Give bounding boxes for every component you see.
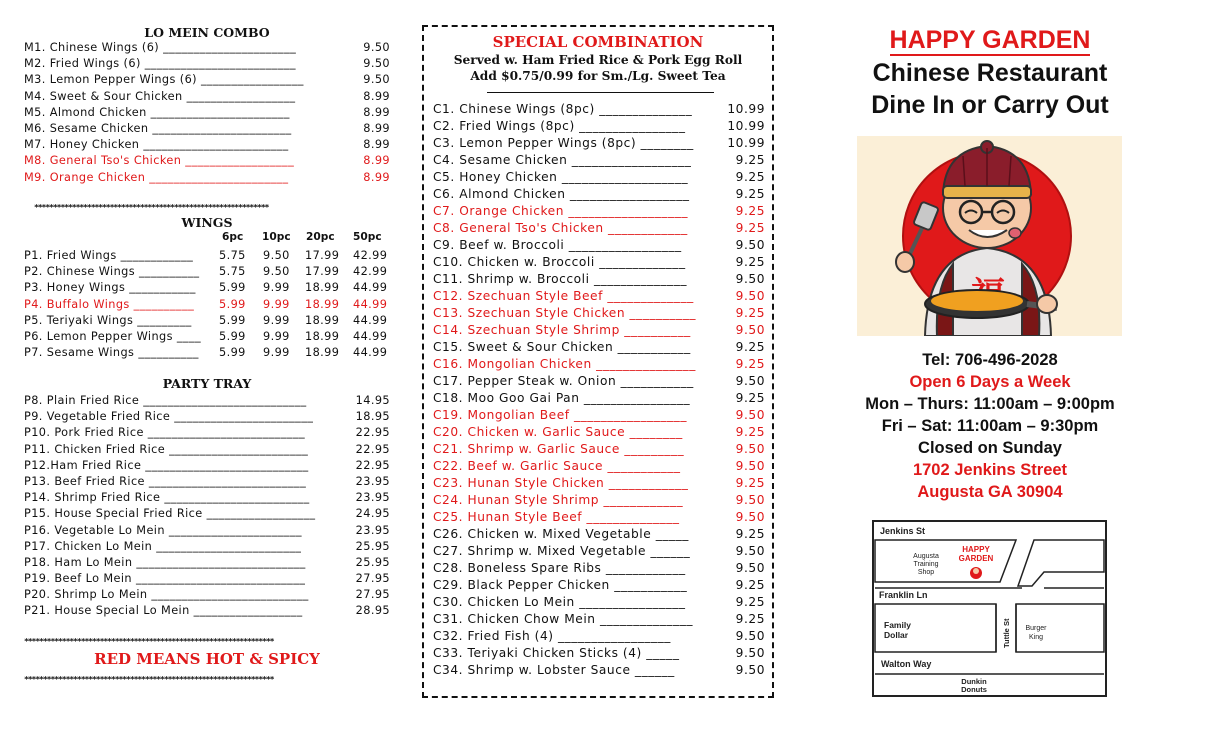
wings-item	[22, 280, 392, 296]
item-name: C25. Hunan Style Beef ______________	[433, 510, 680, 524]
item-price-6pc: 5.99	[219, 313, 246, 327]
wings-item	[22, 264, 392, 280]
divider-stars: **************************************************************	[34, 202, 269, 212]
map-family-line2: Dollar	[884, 630, 909, 640]
map-walton-way: Walton Way	[881, 659, 932, 669]
item-price-10pc: 9.99	[263, 346, 290, 360]
special-item	[424, 305, 772, 322]
lo-mein-item	[22, 40, 392, 56]
wings-header-row	[22, 231, 392, 247]
item-price-20pc: 17.99	[305, 265, 340, 279]
lo-mein-combo-title: LO MEIN COMBO	[144, 25, 270, 40]
item-name: P11. Chicken Fried Rice _______________________	[24, 442, 309, 456]
item-price: 9.50	[735, 629, 765, 643]
item-price: 9.50	[735, 374, 765, 388]
street-address: 1702 Jenkins Street	[912, 461, 1068, 479]
map-burger-line2: King	[1028, 634, 1044, 641]
item-price-50pc: 42.99	[353, 249, 388, 262]
item-price: 9.50	[735, 561, 765, 575]
wings-item	[22, 345, 392, 361]
special-item	[424, 254, 772, 271]
item-price-10pc: 9.99	[263, 297, 290, 311]
special-item	[424, 169, 772, 186]
item-name: M6. Sesame Chicken _______________________	[24, 121, 292, 135]
party-tray-item	[22, 442, 392, 458]
item-price-6pc: 5.99	[219, 329, 246, 343]
wings-item	[22, 313, 392, 329]
special-item	[424, 220, 772, 237]
item-price-6pc: 5.99	[219, 346, 246, 360]
item-price: 27.95	[355, 588, 390, 602]
special-item	[424, 441, 772, 458]
item-price: 8.99	[363, 170, 390, 184]
special-item	[424, 611, 772, 628]
wings-list	[22, 248, 392, 361]
closed-sunday: Closed on Sunday	[918, 439, 1062, 457]
item-price: 9.25	[735, 476, 765, 490]
special-item	[424, 560, 772, 577]
item-name: C3. Lemon Pepper Wings (8pc) ________	[433, 136, 694, 150]
item-name: P5. Teriyaki Wings _________	[24, 313, 192, 327]
item-name: C34. Shrimp w. Lobster Sauce ______	[433, 663, 675, 677]
special-item	[424, 118, 772, 135]
lo-mein-item	[22, 153, 392, 169]
item-name: C27. Shrimp w. Mixed Vegetable ______	[433, 544, 691, 558]
special-list	[424, 101, 772, 679]
special-item	[424, 373, 772, 390]
item-name: M2. Fried Wings (6) _________________________	[24, 57, 296, 71]
item-price: 9.25	[735, 204, 765, 218]
item-name: C29. Black Pepper Chicken ___________	[433, 578, 688, 592]
item-price: 9.50	[735, 544, 765, 558]
restaurant-name	[840, 26, 1140, 55]
item-price: 9.50	[363, 73, 390, 87]
item-name: C26. Chicken w. Mixed Vegetable _____	[433, 527, 689, 541]
wings-item	[22, 297, 392, 313]
item-price-50pc: 44.99	[353, 313, 388, 327]
item-price: 9.50	[735, 408, 765, 422]
wings-item	[22, 329, 392, 345]
item-price-6pc: 5.99	[219, 281, 246, 295]
item-name: C1. Chinese Wings (8pc) ______________	[433, 102, 693, 116]
party-tray-item	[22, 490, 392, 506]
special-item	[424, 594, 772, 611]
item-price: 22.95	[355, 458, 390, 472]
hours-mon-thurs: Mon – Thurs: 11:00am – 9:00pm	[865, 395, 1115, 413]
location-map	[872, 520, 1108, 698]
map-training-line3: Shop	[917, 569, 935, 576]
item-price: 9.25	[735, 153, 765, 167]
special-item	[424, 458, 772, 475]
item-name: P17. Chicken Lo Mein ________________________	[24, 539, 302, 553]
party-tray-item	[22, 474, 392, 490]
item-price-10pc: 9.50	[263, 249, 290, 262]
item-name: M3. Lemon Pepper Wings (6) _________________	[24, 73, 304, 87]
special-item	[424, 492, 772, 509]
map-dunkin-line1: Dunkin	[961, 677, 987, 686]
lo-mein-item	[22, 72, 392, 88]
item-name: C6. Almond Chicken __________________	[433, 187, 690, 201]
item-name: C22. Beef w. Garlic Sauce ___________	[433, 459, 681, 473]
item-price: 9.50	[735, 493, 765, 507]
map-family-line1: Family	[884, 620, 911, 630]
item-price: 24.95	[355, 507, 390, 521]
wings-title: WINGS	[181, 215, 233, 230]
chef-mascot-illustration	[857, 136, 1122, 336]
item-name: P10. Pork Fried Rice __________________________	[24, 426, 306, 440]
item-price: 25.95	[355, 555, 390, 569]
item-price: 9.50	[735, 663, 765, 677]
item-name: P14. Shrimp Fried Rice ________________________	[24, 491, 310, 505]
item-price: 9.50	[735, 272, 765, 286]
item-price: 9.50	[735, 323, 765, 337]
party-tray-item	[22, 603, 392, 619]
item-name: C24. Hunan Style Shrimp ____________	[433, 493, 684, 507]
map-training-line1: Augusta	[913, 553, 939, 560]
city-address: Augusta GA 30904	[917, 483, 1063, 501]
item-price: 9.50	[735, 289, 765, 303]
item-price-20pc: 18.99	[305, 313, 340, 327]
item-price: 9.25	[735, 527, 765, 541]
special-title: SPECIAL COMBINATION	[492, 33, 704, 51]
special-item	[424, 237, 772, 254]
restaurant-subtitle-2: Dine In or Carry Out	[871, 91, 1109, 119]
item-price: 10.99	[727, 102, 765, 116]
special-item	[424, 186, 772, 203]
item-price: 23.95	[355, 474, 390, 488]
item-price: 9.50	[363, 57, 390, 71]
item-price: 10.99	[727, 119, 765, 133]
item-price: 9.25	[735, 170, 765, 184]
item-name: C20. Chicken w. Garlic Sauce ________	[433, 425, 683, 439]
wings-header-10pc: 10pc	[262, 231, 291, 243]
special-combination-box	[422, 25, 774, 698]
special-subtitle-1: Served w. Ham Fried Rice & Pork Egg Roll	[453, 53, 743, 67]
special-item	[424, 339, 772, 356]
item-price: 9.50	[363, 41, 390, 54]
lo-mein-item	[22, 170, 392, 186]
item-name: C18. Moo Goo Gai Pan ________________	[433, 391, 691, 405]
item-name: C13. Szechuan Style Chicken __________	[433, 306, 696, 320]
lo-mein-combo-list	[22, 40, 392, 186]
item-price: 8.99	[363, 154, 390, 168]
item-price: 9.25	[735, 340, 765, 354]
restaurant-name-text: HAPPY GARDEN	[889, 26, 1091, 54]
item-price: 22.95	[355, 426, 390, 440]
special-item	[424, 475, 772, 492]
party-tray-item	[22, 523, 392, 539]
party-tray-item	[22, 555, 392, 571]
item-price-20pc: 18.99	[305, 346, 340, 360]
item-price-20pc: 18.99	[305, 281, 340, 295]
item-name: P21. House Special Lo Mein __________________	[24, 604, 303, 618]
special-item	[424, 628, 772, 645]
item-name: M7. Honey Chicken ________________________	[24, 138, 289, 152]
lo-mein-item	[22, 105, 392, 121]
item-price: 9.25	[735, 595, 765, 609]
item-name: C33. Teriyaki Chicken Sticks (4) _____	[433, 646, 680, 660]
hours-fri-sat: Fri – Sat: 11:00am – 9:30pm	[881, 417, 1099, 435]
item-price-6pc: 5.75	[219, 249, 246, 262]
item-name: P13. Beef Fried Rice __________________________	[24, 474, 307, 488]
item-price: 9.25	[735, 578, 765, 592]
item-price: 9.50	[735, 510, 765, 524]
item-name: C12. Szechuan Style Beef _____________	[433, 289, 694, 303]
item-name: C9. Beef w. Broccoli _________________	[433, 238, 682, 252]
special-item	[424, 101, 772, 118]
item-name: C14. Szechuan Style Shrimp __________	[433, 323, 691, 337]
item-price-6pc: 5.99	[219, 297, 246, 311]
map-franklin-ln: Franklin Ln	[879, 590, 928, 600]
item-name: P6. Lemon Pepper Wings ____	[24, 329, 202, 343]
item-name: C2. Fried Wings (8pc) ________________	[433, 119, 686, 133]
item-price: 9.25	[735, 306, 765, 320]
chef-mascot-image	[857, 136, 1122, 336]
party-tray-list	[22, 393, 392, 620]
item-name: P12.Ham Fried Rice ___________________________	[24, 458, 309, 472]
item-price: 9.25	[735, 391, 765, 405]
item-name: C5. Honey Chicken ___________________	[433, 170, 689, 184]
item-price-10pc: 9.99	[263, 329, 290, 343]
item-price: 9.50	[735, 646, 765, 660]
party-tray-item	[22, 587, 392, 603]
item-price: 9.25	[735, 255, 765, 269]
item-name: C11. Shrimp w. Broccoli ______________	[433, 272, 687, 286]
restaurant-subtitle-1: Chinese Restaurant	[872, 59, 1108, 87]
item-price: 8.99	[363, 105, 390, 119]
item-name: C19. Mongolian Beef _________________	[433, 408, 687, 422]
special-item	[424, 356, 772, 373]
item-price: 8.99	[363, 121, 390, 135]
map-jenkins-st: Jenkins St	[880, 526, 926, 536]
item-price: 22.95	[355, 442, 390, 456]
item-name: P8. Plain Fried Rice ___________________________	[24, 394, 307, 407]
item-name: M9. Orange Chicken _______________________	[24, 170, 289, 184]
special-item	[424, 662, 772, 679]
item-name: P15. House Special Fried Rice __________________	[24, 507, 316, 521]
item-name: P4. Buffalo Wings __________	[24, 297, 195, 311]
item-price: 18.95	[355, 410, 390, 424]
item-price-50pc: 44.99	[353, 281, 388, 295]
item-price-10pc: 9.99	[263, 281, 290, 295]
item-price: 25.95	[355, 539, 390, 553]
item-price: 14.95	[355, 394, 390, 407]
item-name: P3. Honey Wings ___________	[24, 281, 196, 295]
item-name: C10. Chicken w. Broccoli _____________	[433, 255, 686, 269]
item-price: 9.50	[735, 442, 765, 456]
special-item	[424, 509, 772, 526]
party-tray-item	[22, 571, 392, 587]
special-item	[424, 390, 772, 407]
special-item	[424, 407, 772, 424]
item-price: 27.95	[355, 572, 390, 586]
lo-mein-item	[22, 137, 392, 153]
item-name: C31. Chicken Chow Mein ______________	[433, 612, 693, 626]
item-name: C28. Boneless Spare Ribs ____________	[433, 561, 686, 575]
item-price-50pc: 44.99	[353, 297, 388, 311]
item-name: P20. Shrimp Lo Mein __________________________	[24, 588, 309, 602]
wings-header-50pc: 50pc	[353, 231, 382, 243]
item-name: C21. Shrimp w. Garlic Sauce _________	[433, 442, 685, 456]
lo-mein-item	[22, 89, 392, 105]
map-happy-line1: HAPPY	[962, 545, 990, 554]
item-price-10pc: 9.99	[263, 313, 290, 327]
hot-spicy-note: RED MEANS HOT & SPICY	[94, 650, 320, 668]
item-name: M1. Chinese Wings (6) ______________________	[24, 41, 297, 54]
item-name: P19. Beef Lo Mein ____________________________	[24, 572, 306, 586]
special-item	[424, 271, 772, 288]
party-tray-item	[22, 393, 392, 409]
special-item	[424, 645, 772, 662]
item-price-6pc: 5.75	[219, 265, 246, 279]
item-name: C17. Pepper Steak w. Onion ___________	[433, 374, 694, 388]
item-name: C30. Chicken Lo Mein ________________	[433, 595, 686, 609]
telephone: Tel: 706-496-2028	[922, 351, 1058, 369]
item-name: M4. Sweet & Sour Chicken __________________	[24, 89, 296, 103]
item-price: 9.25	[735, 612, 765, 626]
party-tray-item	[22, 425, 392, 441]
item-name: P1. Fried Wings ____________	[24, 249, 194, 262]
item-name: P9. Vegetable Fried Rice _______________________	[24, 410, 314, 424]
item-price: 28.95	[355, 604, 390, 618]
item-price: 8.99	[363, 138, 390, 152]
item-name: M8. General Tso's Chicken __________________	[24, 154, 295, 168]
item-price: 9.50	[735, 459, 765, 473]
divider-stars-bottom: ******************************************************************	[24, 674, 274, 684]
special-item	[424, 322, 772, 339]
special-subtitle-2: Add $0.75/0.99 for Sm./Lg. Sweet Tea	[470, 69, 726, 83]
item-name: C7. Orange Chicken __________________	[433, 204, 688, 218]
item-price: 9.25	[735, 187, 765, 201]
wings-header-6pc: 6pc	[222, 231, 244, 243]
special-item	[424, 203, 772, 220]
lo-mein-item	[22, 56, 392, 72]
item-price-20pc: 18.99	[305, 297, 340, 311]
item-name: P7. Sesame Wings __________	[24, 346, 199, 360]
party-tray-item	[22, 458, 392, 474]
lo-mein-item	[22, 121, 392, 137]
item-price: 8.99	[363, 89, 390, 103]
item-price: 9.50	[735, 238, 765, 252]
special-item	[424, 288, 772, 305]
location-map-drawing	[872, 520, 1108, 698]
divider-stars-top: ******************************************************************	[24, 636, 274, 646]
party-tray-item	[22, 539, 392, 555]
map-tuttle-st: Tuttle St	[1002, 618, 1011, 648]
item-name: C8. General Tso's Chicken ____________	[433, 221, 688, 235]
item-price-20pc: 18.99	[305, 329, 340, 343]
item-price: 23.95	[355, 523, 390, 537]
item-name: C23. Hunan Style Chicken ____________	[433, 476, 689, 490]
map-happy-line2: GARDEN	[958, 554, 994, 563]
item-name: C4. Sesame Chicken __________________	[433, 153, 692, 167]
item-name: C15. Sweet & Sour Chicken ___________	[433, 340, 691, 354]
map-training-line2: Training	[913, 561, 939, 568]
item-name: P16. Vegetable Lo Mein ______________________	[24, 523, 302, 537]
map-dunkin-line2: Donuts	[961, 685, 987, 694]
map-burger-line1: Burger	[1025, 625, 1047, 632]
item-name: C16. Mongolian Chicken _______________	[433, 357, 696, 371]
party-tray-item	[22, 506, 392, 522]
special-item	[424, 543, 772, 560]
party-tray-title: PARTY TRAY	[162, 376, 252, 391]
party-tray-item	[22, 409, 392, 425]
open-days: Open 6 Days a Week	[909, 373, 1071, 391]
item-name: M5. Almond Chicken _______________________	[24, 105, 290, 119]
item-name: C32. Fried Fish (4) _________________	[433, 629, 671, 643]
special-item	[424, 577, 772, 594]
item-name: P2. Chinese Wings __________	[24, 265, 200, 279]
item-name: P18. Ham Lo Mein ____________________________	[24, 555, 306, 569]
item-price-10pc: 9.50	[263, 265, 290, 279]
item-price-50pc: 42.99	[353, 265, 388, 279]
item-price: 9.25	[735, 425, 765, 439]
item-price-50pc: 44.99	[353, 329, 388, 343]
item-price-50pc: 44.99	[353, 346, 388, 360]
item-price: 9.25	[735, 357, 765, 371]
item-price: 23.95	[355, 491, 390, 505]
item-price-20pc: 17.99	[305, 249, 340, 262]
wings-header-20pc: 20pc	[306, 231, 335, 243]
special-item	[424, 152, 772, 169]
item-price: 10.99	[727, 136, 765, 150]
special-item	[424, 526, 772, 543]
special-divider	[487, 92, 714, 93]
item-price: 9.25	[735, 221, 765, 235]
wings-item	[22, 248, 392, 264]
special-item	[424, 424, 772, 441]
special-item	[424, 135, 772, 152]
